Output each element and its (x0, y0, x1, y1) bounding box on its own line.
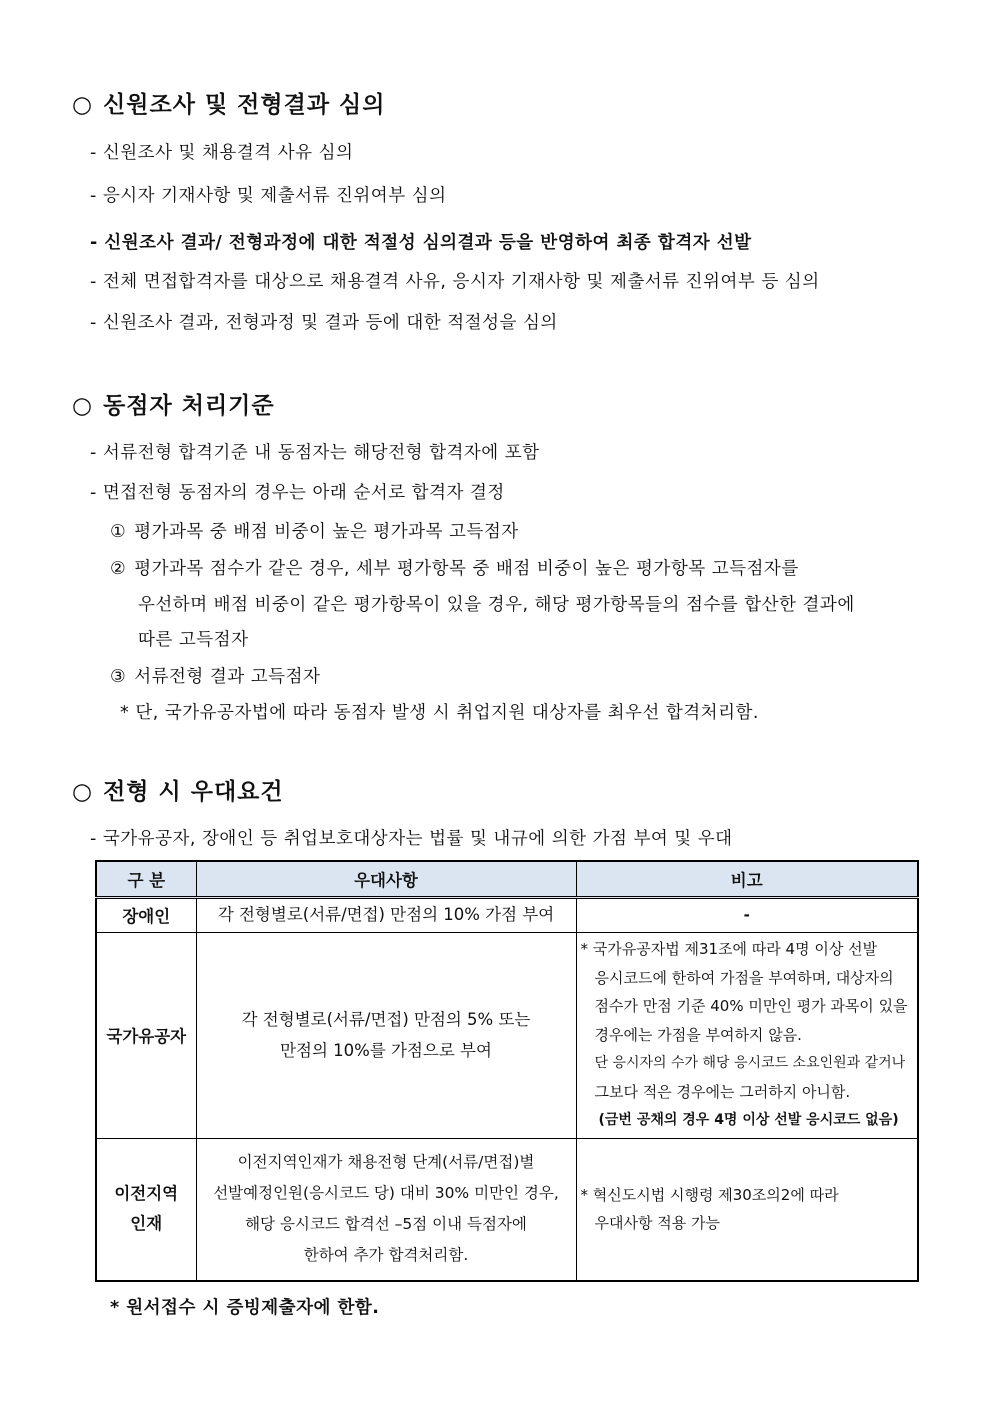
tie-rule-2-line-2: 우선하며 배점 비중이 같은 평가항목이 있을 경우, 해당 평가항목들의 점수를 합산한 결과에 (138, 595, 855, 615)
row-note-veterans: * 국가유공자법 제31조에 따라 4명 이상 선발 응시코드에 한하여 가점을 부여하며, 대상자의 점수가 만점 기준 40% 미만인 평가 과목이 있을 경우에는 가점을 부여하지 않음. 단 응시자의 수가 해당 응시코드 소요인원과 같거나 그보다 적은 경우에는 그러하지 아니함. (금번 공채의 경우 4명 이상 선발 응시코드 없음) (576, 932, 918, 1138)
section2-item-2: - 면접전형 동점자의 경우는 아래 순서로 합격자 결정 (90, 483, 505, 503)
rule-number-3: ③ (110, 667, 127, 687)
table-row (96, 1138, 918, 1281)
row-detail-relocation: 이전지역인재가 채용전형 단계(서류/면접)별 선발예정인원(응시코드 당) 대비 30% 미만인 경우, 해당 응시코드 합격선 –5점 이내 득점자에 한하여 추가 합격처리함. (196, 1138, 576, 1281)
preference-footnote: * 원서접수 시 증빙제출자에 한함. (110, 1298, 380, 1318)
tie-rule-1: ① 평가과목 중 배점 비중이 높은 평가과목 고득점자 (110, 522, 519, 542)
tie-rule-2-line-3: 따른 고득점자 (138, 630, 249, 650)
row-note-relocation: * 혁신도시법 시행령 제30조의2에 따라 우대사항 적용 가능 (576, 1138, 918, 1281)
header-category: 구 분 (96, 861, 196, 898)
row-note-disabled: - (576, 898, 918, 933)
preference-intro: - 국가유공자, 장애인 등 취업보호대상자는 법률 및 내규에 의한 가점 부여 및 우대 (90, 829, 733, 849)
section-heading-tie-break: ○ 동점자 처리기준 (72, 393, 275, 419)
tie-note: * 단, 국가유공자법에 따라 동점자 발생 시 취업지원 대상자를 최우선 합격처리함. (120, 703, 759, 723)
header-remarks: 비고 (576, 861, 918, 898)
section1-item-3: - 신원조사 결과/ 전형과정에 대한 적절성 심의결과 등을 반영하여 최종 합격자 선발 (90, 233, 752, 253)
circle-bullet-icon: ○ (72, 92, 94, 118)
section1-item-5: - 신원조사 결과, 전형과정 및 결과 등에 대한 적절성을 심의 (90, 313, 558, 333)
row-category-disabled: 장애인 (96, 898, 196, 933)
section-heading-preference: ○ 전형 시 우대요건 (72, 779, 284, 805)
section1-item-4: - 전체 면접합격자를 대상으로 채용결격 사유, 응시자 기재사항 및 제출서류 진위여부 등 심의 (90, 272, 820, 292)
rule-number-2: ② (110, 559, 127, 579)
rule-number-1: ① (110, 522, 127, 542)
preference-table (95, 860, 919, 1282)
section2-item-1: - 서류전형 합격기준 내 동점자는 해당전형 합격자에 포함 (90, 443, 540, 463)
section-heading-verification: ○ 신원조사 및 전형결과 심의 (72, 92, 386, 118)
row-category-relocation: 이전지역 인재 (96, 1138, 196, 1281)
tie-rule-2: ② 평가과목 점수가 같은 경우, 세부 평가항목 중 배점 비중이 높은 평가항목 고득점자를 (110, 559, 799, 579)
header-benefit: 우대사항 (196, 861, 576, 898)
table-row (96, 932, 918, 1138)
section1-item-2: - 응시자 기재사항 및 제출서류 진위여부 심의 (90, 186, 447, 206)
table-row (96, 898, 918, 933)
table-header-row (96, 861, 918, 898)
row-detail-veterans: 각 전형별로(서류/면접) 만점의 5% 또는 만점의 10%를 가점으로 부여 (196, 932, 576, 1138)
row-detail-disabled: 각 전형별로(서류/면접) 만점의 10% 가점 부여 (196, 898, 576, 933)
tie-rule-3: ③ 서류전형 결과 고득점자 (110, 667, 321, 687)
circle-bullet-icon: ○ (72, 393, 94, 419)
section1-item-1: - 신원조사 및 채용결격 사유 심의 (90, 143, 354, 163)
row-category-veterans: 국가유공자 (96, 932, 196, 1138)
circle-bullet-icon: ○ (72, 779, 94, 805)
